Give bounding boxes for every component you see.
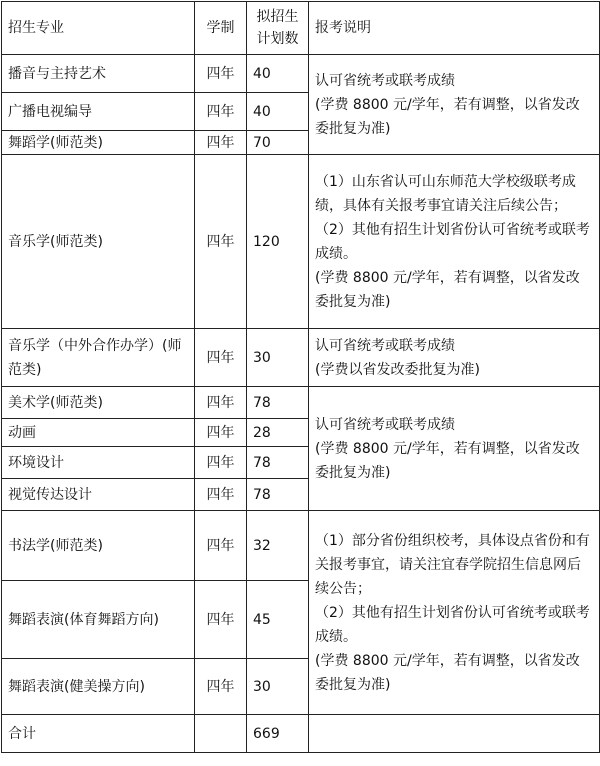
duration-cell: 四年 bbox=[195, 479, 247, 511]
plan-cell: 32 bbox=[247, 511, 309, 581]
total-plan: 669 bbox=[247, 715, 309, 753]
total-notes-empty bbox=[309, 715, 600, 753]
major-cell: 书法学(师范类) bbox=[2, 511, 195, 581]
header-plan-text: 拟招生计划数 bbox=[256, 9, 299, 47]
plan-cell: 78 bbox=[247, 387, 309, 419]
duration-cell: 四年 bbox=[195, 155, 247, 329]
duration-cell: 四年 bbox=[195, 93, 247, 131]
duration-cell: 四年 bbox=[195, 511, 247, 581]
notes-text: （1）部分省份组织校考，具体设点省份和有关报考事宜，请关注宜春学院招生信息网后续公告； （2）其他有招生计划省份认可省统考或联考成绩。 (学费 8800 元/学年，若有调整，以省发改委批复为准) bbox=[315, 532, 590, 693]
notes-cell bbox=[309, 329, 600, 387]
major-cell: 广播电视编导 bbox=[2, 93, 195, 131]
notes-text: （1）山东省认可山东师范大学校级联考成绩，具体有关报考事宜请关注后续公告； （2）其他有招生计划省份认可省统考或联考成绩。 (学费 8800 元/学年，若有调整，以省发改委批复为准) bbox=[315, 173, 590, 310]
notes-cell bbox=[309, 387, 600, 511]
major-cell: 音乐学(师范类) bbox=[2, 155, 195, 329]
duration-cell: 四年 bbox=[195, 419, 247, 447]
major-cell: 播音与主持艺术 bbox=[2, 55, 195, 93]
major-cell: 视觉传达设计 bbox=[2, 479, 195, 511]
plan-cell: 78 bbox=[247, 479, 309, 511]
notes-text: 认可省统考或联考成绩 (学费以省发改委批复为准) bbox=[315, 337, 480, 378]
major-cell: 舞蹈表演(体育舞蹈方向) bbox=[2, 581, 195, 659]
plan-cell: 120 bbox=[247, 155, 309, 329]
duration-cell: 四年 bbox=[195, 55, 247, 93]
major-cell: 美术学(师范类) bbox=[2, 387, 195, 419]
plan-cell: 28 bbox=[247, 419, 309, 447]
plan-cell: 70 bbox=[247, 131, 309, 155]
table-row bbox=[2, 55, 600, 93]
header-major: 招生专业 bbox=[2, 2, 195, 55]
notes-cell bbox=[309, 511, 600, 715]
notes-text: 认可省统考或联考成绩 (学费 8800 元/学年，若有调整，以省发改委批复为准) bbox=[315, 416, 580, 481]
duration-cell: 四年 bbox=[195, 659, 247, 715]
total-label: 合计 bbox=[2, 715, 195, 753]
notes-cell bbox=[309, 55, 600, 155]
total-duration-empty bbox=[195, 715, 247, 753]
total-row bbox=[2, 715, 600, 753]
duration-cell: 四年 bbox=[195, 387, 247, 419]
major-cell: 环境设计 bbox=[2, 447, 195, 479]
plan-cell: 30 bbox=[247, 329, 309, 387]
duration-cell: 四年 bbox=[195, 329, 247, 387]
plan-cell: 30 bbox=[247, 659, 309, 715]
header-row bbox=[2, 2, 600, 55]
major-cell: 动画 bbox=[2, 419, 195, 447]
plan-cell: 40 bbox=[247, 55, 309, 93]
table-row bbox=[2, 511, 600, 581]
duration-cell: 四年 bbox=[195, 131, 247, 155]
plan-cell: 78 bbox=[247, 447, 309, 479]
major-cell: 音乐学（中外合作办学）(师范类) bbox=[2, 329, 195, 387]
plan-cell: 45 bbox=[247, 581, 309, 659]
table-row bbox=[2, 329, 600, 387]
plan-cell: 40 bbox=[247, 93, 309, 131]
table-row bbox=[2, 155, 600, 329]
duration-cell: 四年 bbox=[195, 581, 247, 659]
header-plan bbox=[247, 2, 309, 55]
header-duration: 学制 bbox=[195, 2, 247, 55]
admissions-table bbox=[1, 1, 600, 753]
duration-cell: 四年 bbox=[195, 447, 247, 479]
major-cell: 舞蹈学(师范类) bbox=[2, 131, 195, 155]
major-cell: 舞蹈表演(健美操方向) bbox=[2, 659, 195, 715]
header-notes: 报考说明 bbox=[309, 2, 600, 55]
notes-text: 认可省统考或联考成绩 (学费 8800 元/学年，若有调整，以省发改委批复为准) bbox=[315, 72, 580, 137]
table-row bbox=[2, 387, 600, 419]
notes-cell bbox=[309, 155, 600, 329]
